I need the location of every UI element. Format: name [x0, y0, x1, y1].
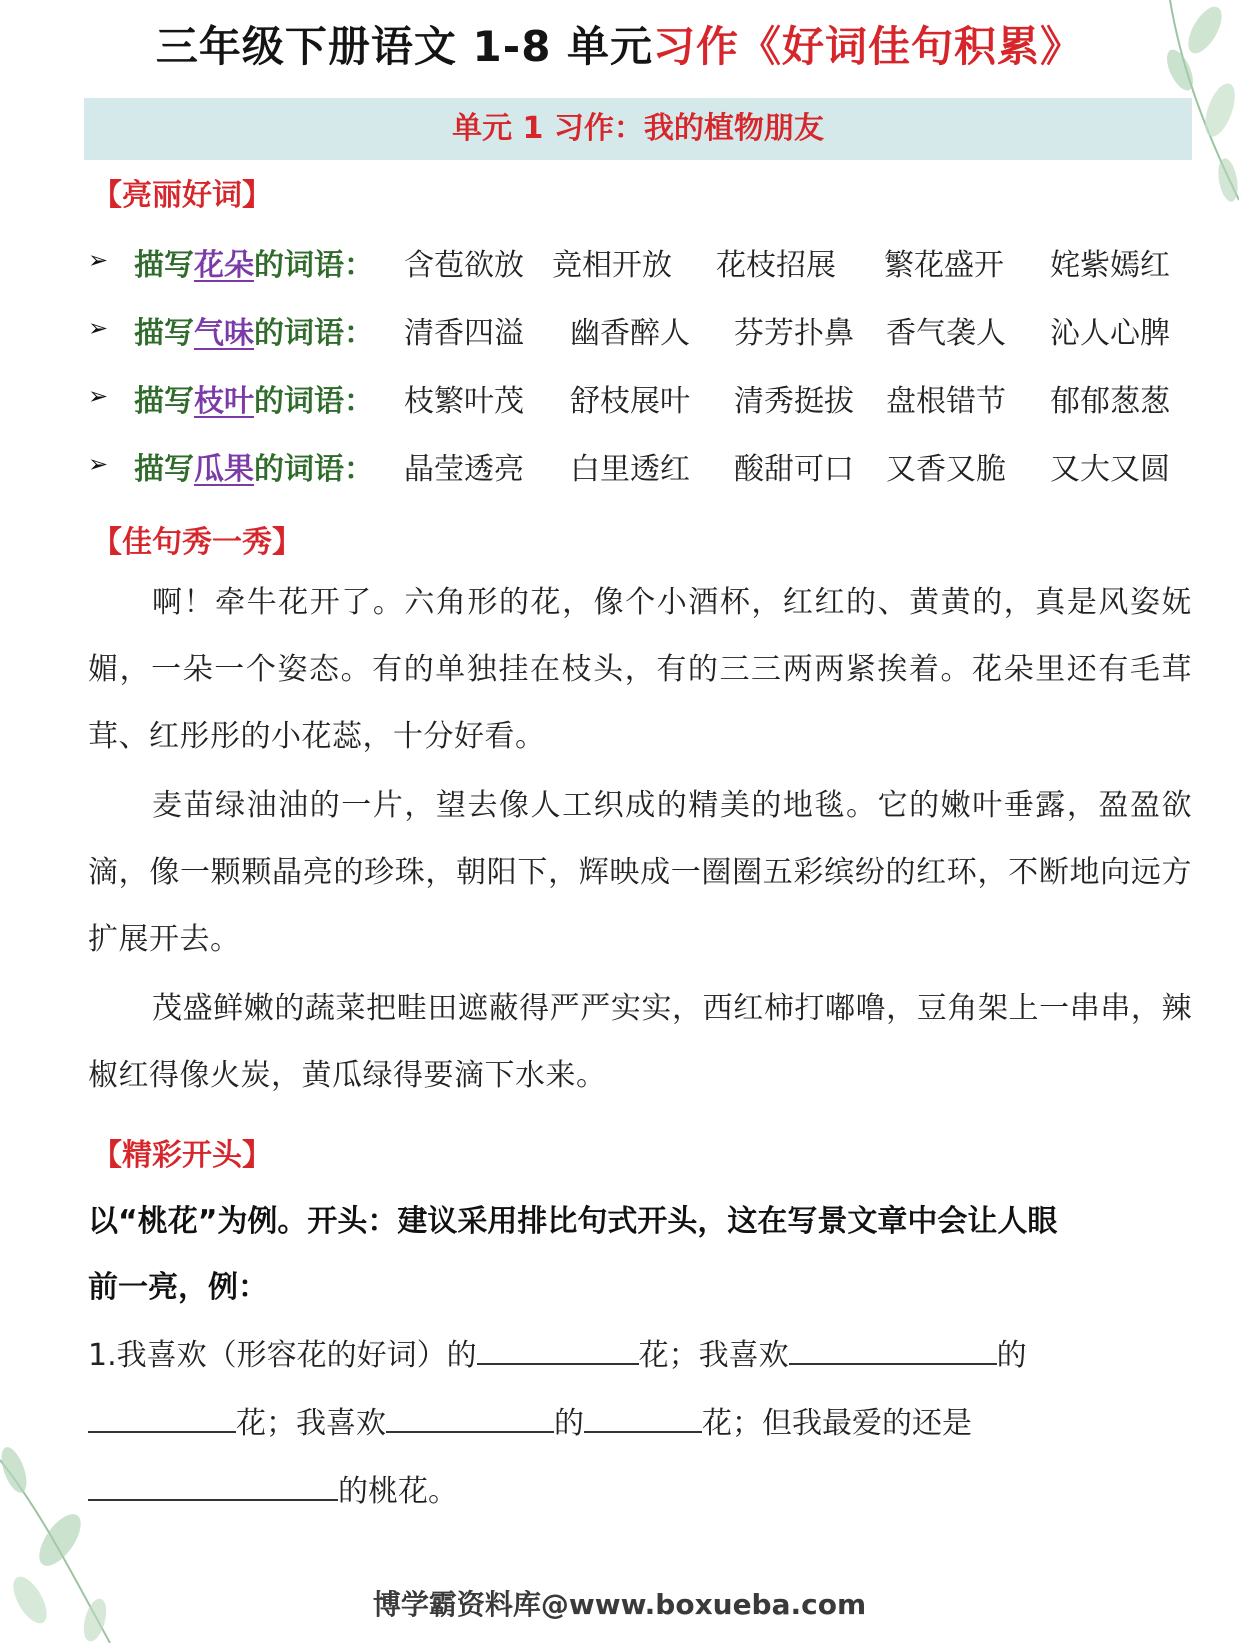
word: 清香四溢: [404, 316, 524, 351]
section-good-words-heading: 【亮丽好词】: [92, 178, 272, 213]
word: 晶莹透亮: [404, 452, 524, 487]
word-row-leaves: [88, 376, 1208, 426]
word: 郁郁葱葱: [1050, 384, 1170, 419]
fill-blank[interactable]: [386, 1405, 554, 1433]
fill-blank[interactable]: [88, 1405, 236, 1433]
page-title: [0, 14, 1239, 74]
word: 幽香醉人: [570, 316, 690, 351]
arrow-bullet-icon: ➢: [88, 382, 109, 410]
keyword: 瓜果: [194, 452, 254, 487]
word: 又大又圆: [1050, 452, 1170, 487]
word: 又香又脆: [886, 452, 1006, 487]
word-row-fruits: [88, 444, 1208, 494]
keyword: 枝叶: [194, 384, 254, 419]
word-row-label: 描写枝叶的词语：: [134, 384, 374, 419]
example-line-1: [88, 1330, 1027, 1374]
section-opening-heading: 【精彩开头】: [92, 1138, 272, 1173]
example-text: 1.我喜欢（形容花的好词）的: [88, 1338, 477, 1373]
keyword: 气味: [194, 316, 254, 351]
fill-blank[interactable]: [789, 1337, 997, 1365]
word: 花枝招展: [716, 248, 836, 283]
example-text: 的: [996, 1338, 1027, 1373]
page-title-highlight: 习作《好词佳句积累》: [653, 22, 1084, 71]
word: 沁人心脾: [1050, 316, 1170, 351]
opening-intro-line-2: 前一亮，例：: [88, 1270, 268, 1305]
arrow-bullet-icon: ➢: [88, 450, 109, 478]
word-row-flowers: [88, 240, 1208, 290]
arrow-bullet-icon: ➢: [88, 246, 109, 274]
fill-blank[interactable]: [477, 1337, 639, 1365]
word: 酸甜可口: [734, 452, 854, 487]
sentence-paragraph-3: 茂盛鲜嫩的蔬菜把畦田遮蔽得严严实实，西红柿打嘟噜，豆角架上一串串，辣椒红得像火炭，黄瓜绿得要滴下水来。: [88, 991, 1192, 1093]
example-text: 花；我喜欢: [236, 1406, 386, 1441]
word: 香气袭人: [886, 316, 1006, 351]
opening-intro-line-1: 以“桃花”为例。开头：建议采用排比句式开头，这在写景文章中会让人眼: [88, 1204, 1058, 1239]
example-text: 的: [554, 1406, 584, 1441]
word: 舒枝展叶: [570, 384, 690, 419]
word: 清秀挺拔: [734, 384, 854, 419]
word-row-label: 描写瓜果的词语：: [134, 452, 374, 487]
word: 盘根错节: [886, 384, 1006, 419]
word-row-label: 描写气味的词语：: [134, 316, 374, 351]
word: 含苞欲放: [404, 248, 524, 283]
word: 芬芳扑鼻: [734, 316, 854, 351]
word: 姹紫嫣红: [1050, 248, 1170, 283]
word: 枝繁叶茂: [404, 384, 524, 419]
example-text: 花；我喜欢: [638, 1338, 789, 1373]
sentence-paragraph-2: 麦苗绿油油的一片，望去像人工织成的精美的地毯。它的嫩叶垂露，盈盈欲滴，像一颗颗晶亮的珍珠，朝阳下，辉映成一圈圈五彩缤纷的红环，不断地向远方扩展开去。: [88, 788, 1192, 957]
word: 竞相开放: [552, 248, 672, 283]
unit-heading: 单元 1 习作：我的植物朋友: [84, 98, 1192, 160]
example-text: 花；但我最爱的还是: [702, 1406, 972, 1441]
word-row-scent: [88, 308, 1208, 358]
section-good-sentences-heading: 【佳句秀一秀】: [92, 525, 302, 560]
word-row-label: 描写花朵的词语：: [134, 248, 374, 283]
sentence-paragraph-1: 啊！牵牛花开了。六角形的花，像个小酒杯，红红的、黄黄的，真是风姿妩媚，一朵一个姿态。有的单独挂在枝头，有的三三两两紧挨着。花朵里还有毛茸茸、红彤彤的小花蕊，十分好看。: [88, 585, 1192, 754]
word: 白里透红: [570, 452, 690, 487]
footer-watermark: 博学霸资料库@www.boxueba.com: [372, 1588, 867, 1621]
word: 繁花盛开: [884, 248, 1004, 283]
page-title-main: 三年级下册语文 1-8 单元: [155, 22, 654, 71]
fill-blank[interactable]: [584, 1405, 702, 1433]
example-line-3: [88, 1466, 458, 1510]
keyword: 花朵: [194, 248, 254, 283]
fill-blank[interactable]: [88, 1473, 338, 1501]
example-text: 的桃花。: [338, 1474, 458, 1509]
arrow-bullet-icon: ➢: [88, 314, 109, 342]
example-line-2: [88, 1398, 972, 1442]
